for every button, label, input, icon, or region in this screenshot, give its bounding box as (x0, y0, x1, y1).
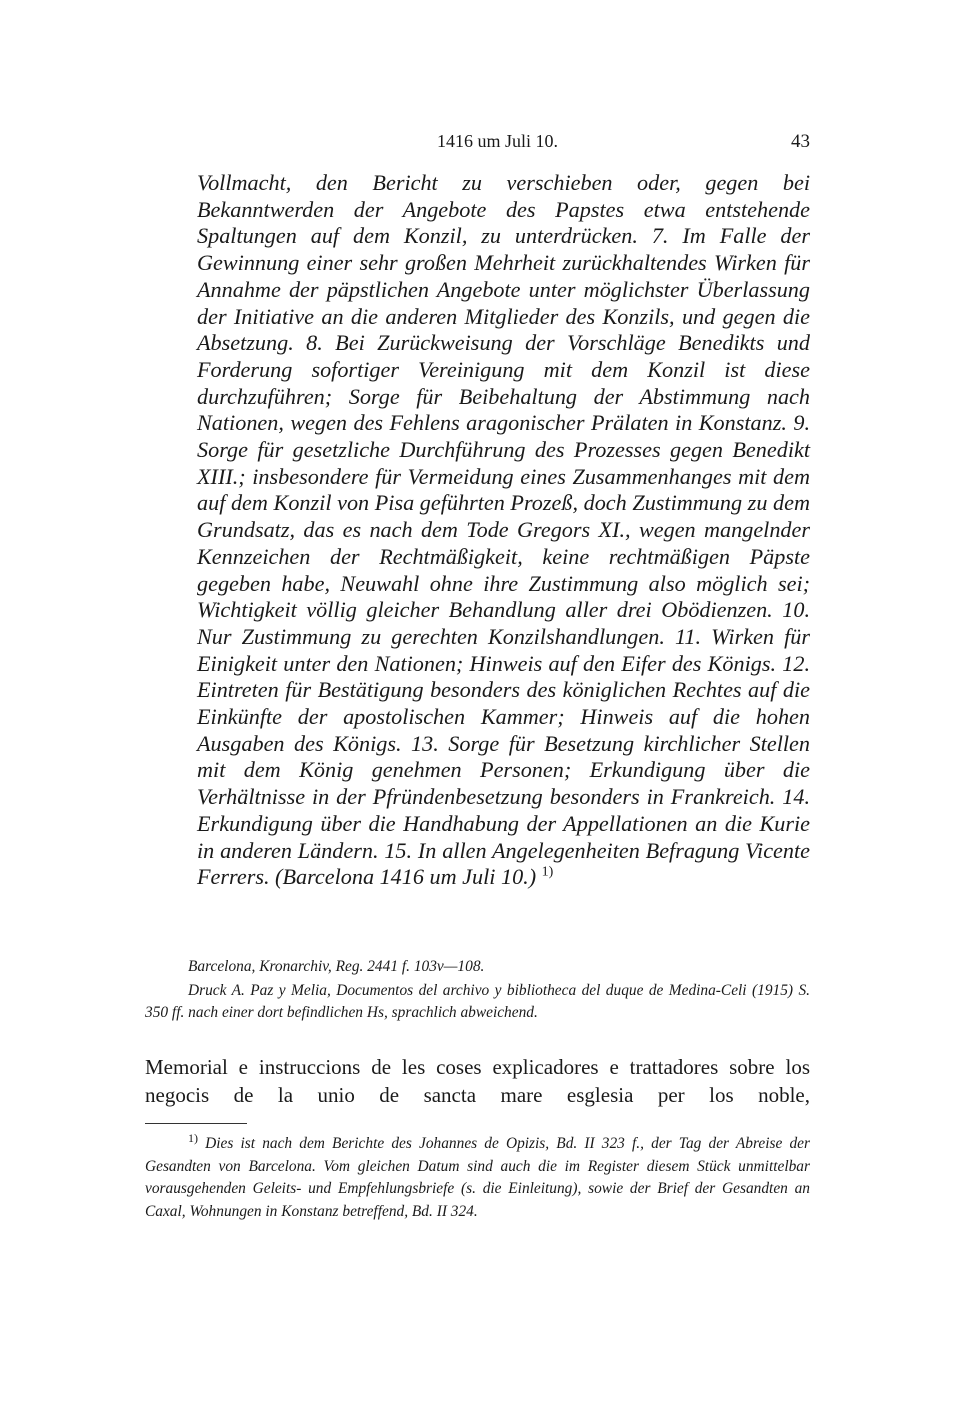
regest-text: Vollmacht, den Bericht zu verschieben oder, gegen bei Bekanntwerden der Angebote des Papstes etwa entstehende Spaltungen auf dem Konzil, zu unterdrücken. 7. Im Falle der Gewinnung einer sehr großen Mehrheit zurückhaltendes Wirken für Annahme der päpstlichen Angebote unter möglichster Überlassung der Initiative an die anderen Mitglieder des Konzils, und gegen die Absetzung. 8. Bei Zurückweisung der Vorschläge Benedikts und Forderung sofortiger Vereinigung mit dem Konzil ist diese durchzuführen; Sorge für Beibehaltung der Abstimmung nach Nationen, wegen des Fehlens aragonischer Prälaten in Konstanz. 9. Sorge für gesetzliche Durchführung des Prozesses gegen Benedikt XIII.; insbesondere für Vermeidung eines Zusammenhanges mit dem auf dem Konzil von Pisa geführten Prozeß, doch Zustimmung zu dem Grundsatz, das es nach dem Tode Gregors XI., wegen mangelnder Kennzeichen der Rechtmäßigkeit, keine rechtmäßigen Päpste gegeben habe, Neuwahl ohne ihre Zustimmung also möglich sei; Wichtigkeit völlig gleicher Behandlung aller drei Obödienzen. 10. Nur Zustimmung zu gerechten Konzilshandlungen. 11. Wirken für Einigkeit unter den Nationen; Hinweis auf den Eifer des Königs. 12. Eintreten für Bestätigung besonders des königlichen Rechtes auf die Einkünfte der apostolischen Kammer; Hinweis auf die hohen Ausgaben des Königs. 13. Sorge für Besetzung kirchlicher Stellen mit dem König genehmen Personen; Erkundigung über die Verhältnisse in der Pfründenbesetzung besonders in Frankreich. 14. Erkundigung über die Handhabung der Appellationen an die Kurie in anderen Ländern. 15. In allen Angelegenheiten Befragung Vicente Ferrers. (Barcelona 1416 um Juli 10.) (197, 170, 810, 890)
running-head (145, 131, 810, 161)
footnote-marker: 1) (188, 1130, 198, 1145)
footnote-text: Dies ist nach dem Berichte des Johannes de Opizis, Bd. II 323 f., der Tag der Abreise der Gesandten von Barcelona. Vom gleichen Datum sind auch die im Register diesem Stück unmittelbar vorausgehenden Geleits- und Empfehlungsbriefe (s. die Einleitung), sowie der Brief der Gesandten an Caxal, Wohnungen in Konstanz betreffend, Bd. II 324. (145, 1135, 810, 1220)
running-head-title: 1416 um Juli 10. (436, 131, 558, 151)
page-number: 43 (791, 131, 810, 152)
archival-source: Barcelona, Kronarchiv, Reg. 2441 f. 103v—108. (188, 958, 485, 975)
footnote-divider (145, 1123, 247, 1124)
regest-summary (197, 170, 810, 891)
footnote-reference: 1) (541, 864, 554, 880)
footnote (145, 1130, 810, 1223)
memorial-text: Memorial e instruccions de les coses explicadores e trattadores sobre los negocis de la unio de sancta mare esglesia per los noble, (145, 1055, 810, 1107)
print-note: Druck A. Paz y Melia, Documentos del archivo y bibliotheca del duque de Medina-Celi (1915) S. 350 ff. nach einer dort befindlichen Hs, sprachlich abweichend. (145, 982, 810, 1021)
